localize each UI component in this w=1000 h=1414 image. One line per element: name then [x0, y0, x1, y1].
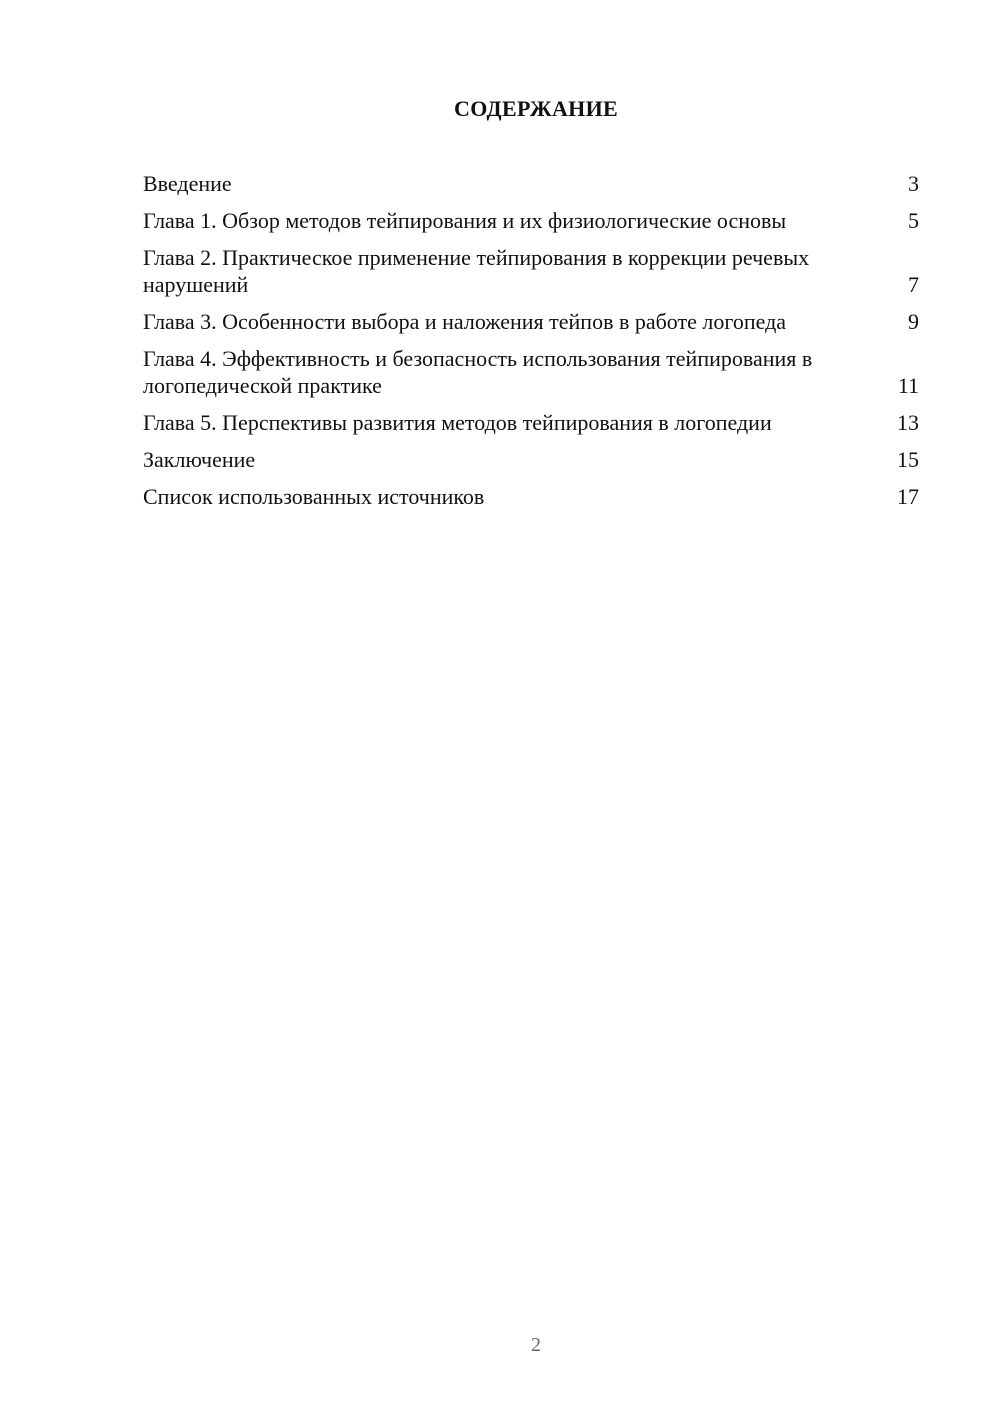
page-number: 2 [531, 1334, 541, 1356]
toc-entry-chapter-2 [143, 244, 919, 298]
toc-entry-text: Список использованных источников [143, 484, 485, 509]
toc-entry-page: 11 [897, 373, 919, 398]
toc-entry-text: Глава 2. Практическое применение тейпирования в коррекции речевых нарушений [143, 245, 810, 297]
toc-entry-text: Глава 1. Обзор методов тейпирования и их физиологические основы [143, 208, 787, 233]
toc-entry-page: 17 [897, 484, 919, 509]
toc-entry-chapter-1 [143, 207, 919, 234]
toc-entry-references [143, 483, 919, 510]
toc-entry-chapter-3 [143, 308, 919, 335]
toc-entry-chapter-5 [143, 409, 919, 436]
toc-entry-page: 13 [897, 410, 919, 435]
toc-entry-page: 5 [908, 208, 919, 233]
toc-entry-text: Заключение [143, 447, 256, 472]
table-of-contents [143, 170, 919, 510]
toc-entry-text: Глава 5. Перспективы развития методов тейпирования в логопедии [143, 410, 772, 435]
toc-entry-page: 15 [897, 447, 919, 472]
toc-entry-chapter-4 [143, 345, 919, 399]
toc-entry-text: Введение [143, 171, 232, 196]
toc-entry-conclusion [143, 446, 919, 473]
page-title: СОДЕРЖАНИЕ [454, 96, 618, 121]
toc-entry-page: 7 [908, 272, 919, 297]
toc-entry-text: Глава 4. Эффективность и безопасность использования тейпирования в логопедической практике [143, 346, 813, 398]
toc-entry-introduction [143, 170, 919, 197]
toc-entry-text: Глава 3. Особенности выбора и наложения тейпов в работе логопеда [143, 309, 787, 334]
toc-entry-page: 3 [908, 171, 919, 196]
toc-entry-page: 9 [908, 309, 919, 334]
